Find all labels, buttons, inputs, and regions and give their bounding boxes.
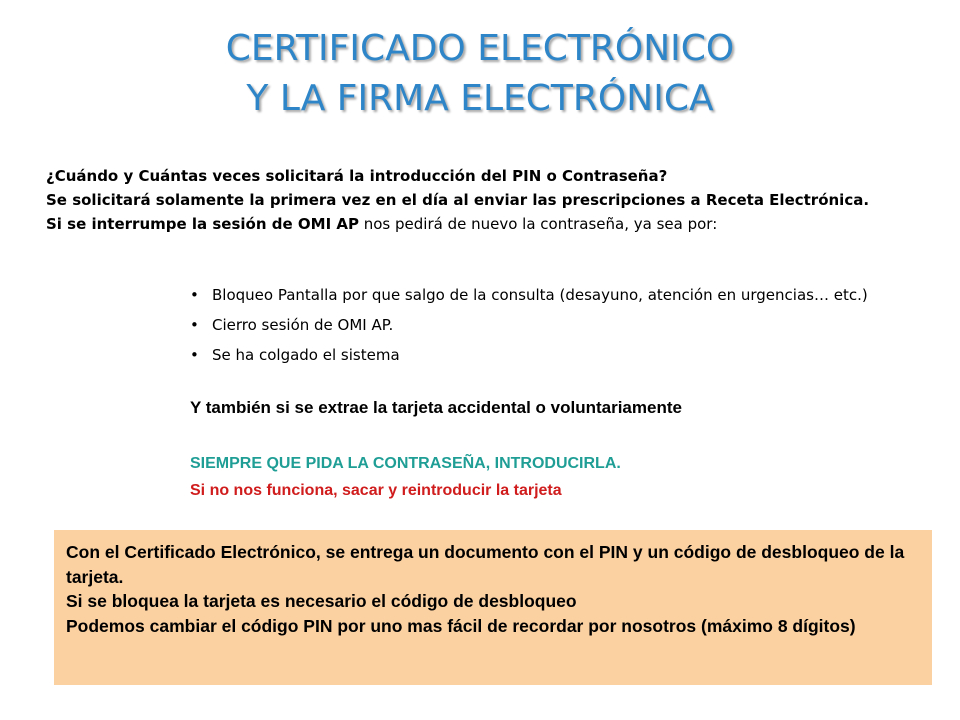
bullet-icon: • — [190, 286, 199, 304]
answer-text: Se solicitará solamente la primera vez en el día al enviar las prescripciones a Receta Electrónica. — [46, 191, 870, 209]
card-extraction-note: Y también si se extrae la tarjeta accidental o voluntariamente — [190, 398, 682, 417]
interrupt-rest: nos pedirá de nuevo la contraseña, ya sea por: — [358, 215, 718, 233]
page-title — [0, 24, 960, 124]
info-box-line-1: Con el Certificado Electrónico, se entrega un documento con el PIN y un código de desbloqueo de la tarjeta. — [66, 542, 905, 587]
bullet-icon: • — [190, 316, 199, 334]
info-box-line-2: Si se bloquea la tarjeta es necesario el código de desbloqueo — [66, 591, 577, 611]
list-item — [190, 283, 910, 307]
question-section — [46, 164, 914, 236]
title-line-1: CERTIFICADO ELECTRÓNICO — [225, 28, 735, 69]
list-item — [190, 343, 910, 367]
reinsert-card-note: Si no nos funciona, sacar y reintroducir la tarjeta — [190, 482, 562, 499]
always-enter-password-note: SIEMPRE QUE PIDA LA CONTRASEÑA, INTRODUCIRLA. — [190, 455, 621, 472]
interrupt-text — [46, 212, 914, 236]
list-item — [190, 313, 910, 337]
interrupt-bold: Si se interrumpe la sesión de OMI AP — [46, 215, 359, 233]
info-box-line-3: Podemos cambiar el código PIN por uno mas fácil de recordar por nosotros (máximo 8 dígitos) — [66, 615, 856, 636]
list-item-text: Bloqueo Pantalla por que salgo de la consulta (desayuno, atención en urgencias… etc.) — [212, 286, 868, 304]
info-box — [54, 530, 932, 685]
bullet-icon: • — [190, 346, 199, 364]
question-text: ¿Cuándo y Cuántas veces solicitará la introducción del PIN o Contraseña? — [46, 167, 668, 185]
title-line-2: Y LA FIRMA ELECTRÓNICA — [246, 78, 714, 119]
list-item-text: Cierro sesión de OMI AP. — [212, 316, 394, 334]
reasons-list — [190, 283, 910, 373]
list-item-text: Se ha colgado el sistema — [212, 346, 400, 364]
